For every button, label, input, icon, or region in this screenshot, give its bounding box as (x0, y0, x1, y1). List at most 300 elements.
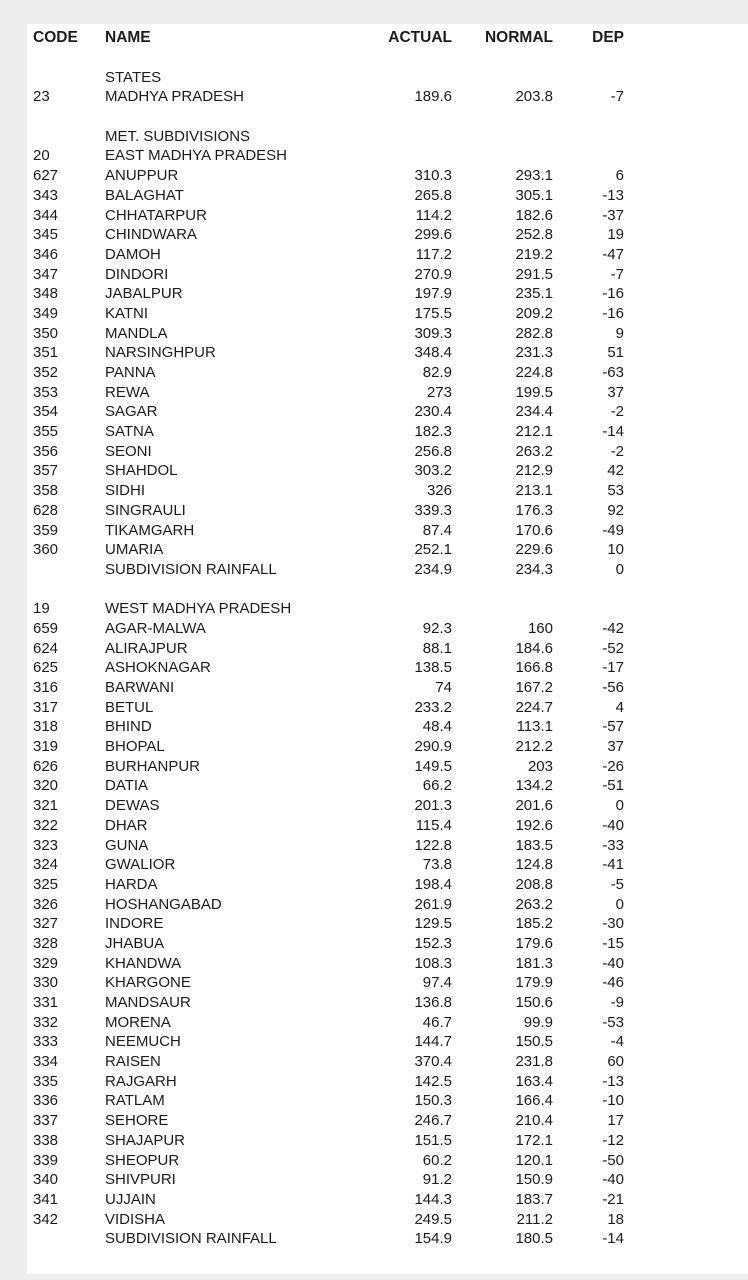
row-name: RATLAM (105, 1092, 165, 1110)
row-name: AGAR-MALWA (105, 619, 206, 637)
row-name: SEHORE (105, 1112, 169, 1130)
row-dep: 60 (607, 1053, 624, 1071)
row-actual: 234.9 (414, 560, 452, 578)
row-code: 323 (33, 836, 59, 854)
table-row (27, 382, 748, 402)
row-actual: 87.4 (422, 521, 452, 539)
table-row (27, 186, 748, 206)
table-header-row (27, 28, 748, 48)
row-normal: 182.6 (515, 206, 553, 224)
row-dep: 92 (607, 501, 624, 519)
table-row (27, 875, 748, 895)
table-row (27, 501, 748, 521)
row-normal: 212.9 (515, 462, 553, 480)
row-name: MADHYA PRADESH (105, 88, 244, 106)
table-row (27, 973, 748, 993)
row-actual: 182.3 (414, 423, 452, 441)
row-dep: -7 (610, 265, 624, 283)
row-name: MANDSAUR (105, 994, 191, 1012)
table-row (27, 1052, 748, 1072)
row-code: 336 (33, 1092, 59, 1110)
row-code: 350 (33, 324, 59, 342)
row-dep: -16 (602, 304, 624, 322)
row-dep: -40 (602, 1171, 624, 1189)
row-code: 322 (33, 816, 59, 834)
row-actual: 142.5 (414, 1072, 452, 1090)
table-row (27, 441, 748, 461)
row-name: MET. SUBDIVISIONS (105, 127, 251, 145)
table-row (27, 87, 748, 107)
row-actual: 115.4 (415, 816, 452, 834)
row-actual: 270.9 (414, 265, 452, 283)
table-row (27, 993, 748, 1013)
row-dep: 51 (607, 344, 624, 362)
table-row (27, 1091, 748, 1111)
row-name: ALIRAJPUR (105, 639, 188, 657)
row-name: RAISEN (105, 1053, 161, 1071)
row-normal: 282.8 (515, 324, 553, 342)
row-actual: 154.9 (414, 1230, 452, 1248)
row-normal: 291.5 (515, 265, 553, 283)
row-dep: -50 (602, 1151, 624, 1169)
row-normal: 150.5 (515, 1033, 553, 1051)
table-row (27, 540, 748, 560)
row-dep: -4 (610, 1033, 624, 1051)
table-row (27, 1209, 748, 1229)
row-code: 326 (33, 895, 59, 913)
row-code: 344 (33, 206, 59, 224)
row-normal: 210.4 (515, 1112, 553, 1130)
row-normal: 231.3 (515, 344, 553, 362)
row-dep: -17 (602, 659, 624, 677)
row-code: 329 (33, 954, 59, 972)
row-normal: 293.1 (515, 167, 553, 185)
row-name: KATNI (105, 304, 149, 322)
row-normal: 181.3 (515, 954, 553, 972)
row-code: 334 (33, 1053, 59, 1071)
row-actual: 326 (426, 482, 452, 500)
row-name: SUBDIVISION RAINFALL (105, 1230, 277, 1248)
row-name: BHOPAL (105, 738, 165, 756)
row-normal: 166.8 (515, 659, 553, 677)
row-normal: 235.1 (515, 285, 553, 303)
row-normal: 192.6 (515, 816, 553, 834)
row-dep: -56 (602, 679, 624, 697)
row-name: CHHATARPUR (105, 206, 207, 224)
table-row (27, 1170, 748, 1190)
row-code: 342 (33, 1210, 59, 1228)
row-actual: 198.4 (414, 875, 452, 893)
row-actual: 265.8 (414, 186, 452, 204)
row-normal: 263.2 (515, 442, 553, 460)
row-normal: 180.5 (515, 1230, 553, 1248)
row-actual: 256.8 (414, 442, 452, 460)
row-name: SHEOPUR (105, 1151, 180, 1169)
row-actual: 91.2 (422, 1171, 452, 1189)
row-normal: 219.2 (515, 245, 553, 263)
table-row (27, 461, 748, 481)
row-actual: 82.9 (422, 364, 452, 382)
table-row (27, 48, 748, 68)
row-actual: 261.9 (414, 895, 452, 913)
row-name: KHANDWA (105, 954, 182, 972)
row-code: 325 (33, 875, 59, 893)
row-code: 345 (33, 226, 59, 244)
row-name: BURHANPUR (105, 757, 201, 775)
row-dep: -30 (602, 915, 624, 933)
row-normal: 170.6 (515, 521, 553, 539)
row-code: 318 (33, 718, 59, 736)
row-name: BHIND (105, 718, 152, 736)
table-row (27, 638, 748, 658)
table-row (27, 678, 748, 698)
row-dep: -47 (602, 245, 624, 263)
row-dep: 10 (607, 541, 624, 559)
row-actual: 73.8 (422, 856, 452, 874)
row-name: VIDISHA (105, 1210, 166, 1228)
table-row (27, 107, 748, 127)
row-dep: 19 (607, 226, 624, 244)
row-actual: 74 (435, 679, 452, 697)
row-name: BARWANI (105, 679, 175, 697)
column-header-dep: DEP (592, 28, 624, 46)
table-row (27, 481, 748, 501)
row-code: 335 (33, 1072, 59, 1090)
rainfall-report-table (27, 24, 748, 1274)
row-normal: 113.1 (516, 718, 553, 736)
row-name: CHINDWARA (105, 226, 197, 244)
row-actual: 66.2 (422, 777, 452, 795)
row-code: 340 (33, 1171, 59, 1189)
table-row (27, 579, 748, 599)
row-name: SIDHI (105, 482, 146, 500)
row-normal: 183.7 (515, 1190, 553, 1208)
row-name: MORENA (105, 1013, 171, 1031)
row-code: 341 (33, 1190, 59, 1208)
table-row (27, 1111, 748, 1131)
row-normal: 163.4 (515, 1072, 553, 1090)
row-dep: -2 (610, 403, 624, 421)
row-actual: 60.2 (422, 1151, 452, 1169)
table-row (27, 697, 748, 717)
row-actual: 138.5 (414, 659, 452, 677)
row-name: SINGRAULI (105, 501, 186, 519)
row-actual: 97.4 (422, 974, 452, 992)
table-row (27, 304, 748, 324)
row-dep: -46 (602, 974, 624, 992)
row-code: 627 (33, 167, 59, 185)
row-code: 331 (33, 994, 59, 1012)
row-name: WEST MADHYA PRADESH (105, 600, 292, 618)
table-row (27, 245, 748, 265)
row-actual: 122.8 (414, 836, 452, 854)
row-actual: 152.3 (414, 934, 452, 952)
table-row (27, 1012, 748, 1032)
row-name: DAMOH (105, 245, 161, 263)
row-name: UJJAIN (105, 1190, 156, 1208)
row-actual: 299.6 (414, 226, 452, 244)
row-actual: 309.3 (414, 324, 452, 342)
row-normal: 224.8 (515, 364, 553, 382)
row-actual: 273 (426, 383, 452, 401)
row-normal: 184.6 (515, 639, 553, 657)
row-code: 316 (33, 679, 59, 697)
row-normal: 211.2 (516, 1210, 553, 1228)
row-dep: -5 (610, 875, 624, 893)
row-name: GWALIOR (105, 856, 176, 874)
row-actual: 233.2 (414, 698, 452, 716)
row-normal: 212.2 (515, 738, 553, 756)
row-dep: -13 (602, 186, 624, 204)
row-dep: 9 (615, 324, 624, 342)
row-code: 20 (33, 147, 50, 165)
row-normal: 203.8 (515, 88, 553, 106)
row-dep: 17 (607, 1112, 624, 1130)
table-row (27, 1032, 748, 1052)
row-actual: 151.5 (414, 1131, 452, 1149)
row-normal: 229.6 (515, 541, 553, 559)
row-code: 355 (33, 423, 59, 441)
row-actual: 290.9 (414, 738, 452, 756)
row-name: JHABUA (105, 934, 165, 952)
row-dep: -26 (602, 757, 624, 775)
row-dep: -13 (602, 1072, 624, 1090)
row-dep: -52 (602, 639, 624, 657)
row-normal: 134.2 (515, 777, 553, 795)
row-actual: 114.2 (415, 206, 452, 224)
row-dep: -21 (602, 1190, 624, 1208)
row-normal: 172.1 (515, 1131, 553, 1149)
row-name: MANDLA (105, 324, 168, 342)
row-actual: 348.4 (414, 344, 452, 362)
table-row (27, 264, 748, 284)
row-name: DHAR (105, 816, 148, 834)
row-actual: 230.4 (414, 403, 452, 421)
row-dep: 0 (615, 560, 624, 578)
row-normal: 224.7 (515, 698, 553, 716)
row-code: 317 (33, 698, 59, 716)
row-name: SUBDIVISION RAINFALL (105, 560, 277, 578)
row-code: 324 (33, 856, 59, 874)
row-name: TIKAMGARH (105, 521, 195, 539)
table-row (27, 166, 748, 186)
row-actual: 144.3 (414, 1190, 452, 1208)
row-actual: 197.9 (414, 285, 452, 303)
row-normal: 212.1 (515, 423, 553, 441)
row-code: 333 (33, 1033, 59, 1051)
table-row (27, 402, 748, 422)
row-name: GUNA (105, 836, 149, 854)
row-normal: 99.9 (523, 1013, 553, 1031)
table-row (27, 363, 748, 383)
row-dep: -49 (602, 521, 624, 539)
row-code: 347 (33, 265, 59, 283)
row-dep: -2 (610, 442, 624, 460)
row-code: 320 (33, 777, 59, 795)
row-dep: 37 (607, 738, 624, 756)
row-actual: 144.7 (414, 1033, 452, 1051)
row-normal: 209.2 (515, 304, 553, 322)
row-code: 356 (33, 442, 59, 460)
row-normal: 124.8 (515, 856, 553, 874)
row-dep: -40 (602, 954, 624, 972)
row-code: 659 (33, 619, 59, 637)
table-row (27, 225, 748, 245)
row-dep: 4 (615, 698, 624, 716)
row-code: 339 (33, 1151, 59, 1169)
row-actual: 310.3 (414, 167, 452, 185)
row-actual: 129.5 (414, 915, 452, 933)
row-normal: 234.3 (515, 560, 553, 578)
table-row (27, 619, 748, 639)
row-name: STATES (105, 68, 162, 86)
table-row (27, 756, 748, 776)
row-dep: -9 (610, 994, 624, 1012)
row-normal: 167.2 (515, 679, 553, 697)
row-name: NARSINGHPUR (105, 344, 216, 362)
row-dep: 6 (615, 167, 624, 185)
row-actual: 175.5 (414, 304, 452, 322)
row-normal: 120.1 (515, 1151, 553, 1169)
table-row (27, 343, 748, 363)
table-row (27, 1150, 748, 1170)
table-row (27, 1071, 748, 1091)
row-dep: -57 (602, 718, 624, 736)
row-actual: 339.3 (414, 501, 452, 519)
row-name: RAJGARH (105, 1072, 177, 1090)
row-dep: -33 (602, 836, 624, 854)
row-actual: 370.4 (414, 1053, 452, 1071)
row-name: INDORE (105, 915, 164, 933)
row-code: 337 (33, 1112, 59, 1130)
row-normal: 179.9 (515, 974, 553, 992)
row-name: ASHOKNAGAR (105, 659, 211, 677)
row-actual: 252.1 (414, 541, 452, 559)
table-row (27, 520, 748, 540)
row-normal: 166.4 (515, 1092, 553, 1110)
table-row (27, 658, 748, 678)
row-name: SHIVPURI (105, 1171, 176, 1189)
row-normal: 263.2 (515, 895, 553, 913)
table-row (27, 776, 748, 796)
column-header-normal: NORMAL (484, 28, 553, 46)
table-row (27, 1229, 748, 1249)
row-name: SATNA (105, 423, 154, 441)
row-dep: -10 (602, 1092, 624, 1110)
row-code: 19 (33, 600, 50, 618)
column-header-actual: ACTUAL (388, 28, 452, 46)
row-name: BALAGHAT (105, 186, 184, 204)
table-row (27, 67, 748, 87)
row-normal: 199.5 (515, 383, 553, 401)
table-row (27, 1190, 748, 1210)
row-normal: 185.2 (515, 915, 553, 933)
row-normal: 176.3 (515, 501, 553, 519)
row-code: 625 (33, 659, 59, 677)
row-name: HOSHANGABAD (105, 895, 222, 913)
row-dep: 37 (607, 383, 624, 401)
row-dep: 53 (607, 482, 624, 500)
row-name: KHARGONE (105, 974, 191, 992)
table-body (27, 48, 748, 1249)
row-code: 332 (33, 1013, 59, 1031)
row-actual: 48.4 (422, 718, 452, 736)
table-row (27, 914, 748, 934)
row-name: DINDORI (105, 265, 169, 283)
table-row (27, 894, 748, 914)
table-row (27, 934, 748, 954)
row-normal: 160 (527, 619, 553, 637)
row-normal: 305.1 (515, 186, 553, 204)
row-dep: -51 (602, 777, 624, 795)
row-actual: 246.7 (414, 1112, 452, 1130)
row-dep: -63 (602, 364, 624, 382)
row-dep: -53 (602, 1013, 624, 1031)
row-code: 357 (33, 462, 59, 480)
row-actual: 201.3 (414, 797, 452, 815)
row-actual: 92.3 (422, 619, 452, 637)
row-name: PANNA (105, 364, 156, 382)
table-row (27, 835, 748, 855)
table-row (27, 284, 748, 304)
table-row (27, 560, 748, 580)
table-row (27, 126, 748, 146)
row-normal: 203 (527, 757, 553, 775)
row-code: 360 (33, 541, 59, 559)
row-normal: 183.5 (515, 836, 553, 854)
row-dep: -42 (602, 619, 624, 637)
row-name: BETUL (105, 698, 154, 716)
row-code: 353 (33, 383, 59, 401)
table-row (27, 599, 748, 619)
row-actual: 303.2 (414, 462, 452, 480)
row-code: 348 (33, 285, 59, 303)
row-name: REWA (105, 383, 150, 401)
row-code: 358 (33, 482, 59, 500)
row-dep: -7 (610, 88, 624, 106)
row-actual: 149.5 (414, 757, 452, 775)
row-normal: 234.4 (515, 403, 553, 421)
row-dep: -14 (602, 1230, 624, 1248)
row-dep: -14 (602, 423, 624, 441)
row-name: NEEMUCH (105, 1033, 181, 1051)
row-normal: 201.6 (515, 797, 553, 815)
row-actual: 136.8 (414, 994, 452, 1012)
row-actual: 88.1 (422, 639, 452, 657)
row-name: JABALPUR (105, 285, 183, 303)
row-code: 626 (33, 757, 59, 775)
row-name: UMARIA (105, 541, 164, 559)
row-normal: 150.9 (515, 1171, 553, 1189)
column-header-name: NAME (105, 28, 151, 46)
row-actual: 46.7 (422, 1013, 452, 1031)
table-row (27, 323, 748, 343)
row-normal: 208.8 (515, 875, 553, 893)
row-dep: 18 (607, 1210, 624, 1228)
row-code: 349 (33, 304, 59, 322)
row-name: SEONI (105, 442, 152, 460)
row-dep: -37 (602, 206, 624, 224)
row-dep: 42 (607, 462, 624, 480)
row-code: 327 (33, 915, 59, 933)
row-dep: -12 (602, 1131, 624, 1149)
row-name: HARDA (105, 875, 158, 893)
row-dep: -41 (602, 856, 624, 874)
table-row (27, 1131, 748, 1151)
row-normal: 179.6 (515, 934, 553, 952)
table-row (27, 205, 748, 225)
row-normal: 213.1 (515, 482, 553, 500)
